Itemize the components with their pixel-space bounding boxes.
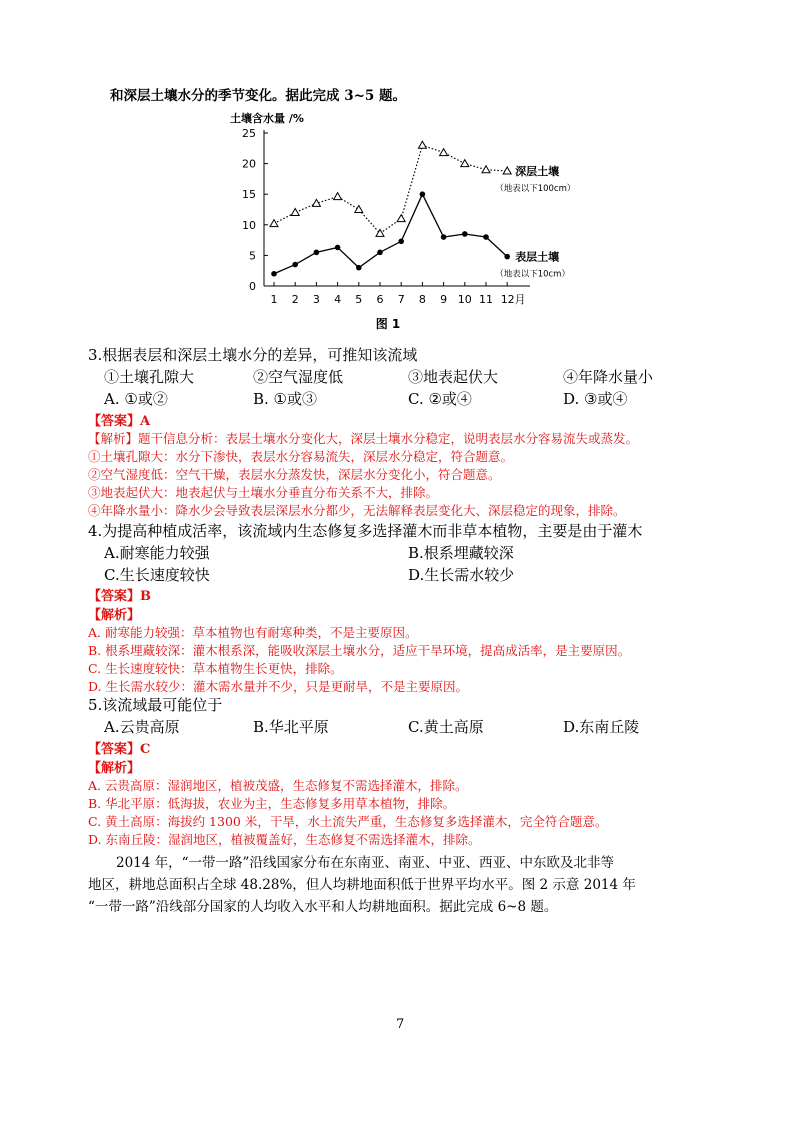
q5-analysis-line: B. 华北平原：低海拔，农业为主，生态修复多用草本植物，排除。 (88, 796, 456, 811)
q5-option-d: D.东南丘陵 (563, 718, 640, 736)
y-tick-label: 15 (242, 188, 256, 202)
q3-item-1: ①土壤孔隙大 (104, 368, 195, 386)
surface-soil-point (356, 265, 362, 271)
q3-item-3: ③地表起伏大 (408, 368, 499, 386)
q3-item-4: ④年降水量小 (563, 368, 654, 386)
q3-answer: 【答案】A (88, 414, 151, 429)
q3-analysis-line: ④年降水量小：降水少会导致表层深层水分都少，无法解释表层变化大、深层稳定的现象，排除。 (88, 503, 626, 518)
x-tick-label: 7 (397, 293, 405, 306)
x-tick-label: 5 (355, 293, 363, 306)
q3-analysis-line: ①土壤孔隙大：水分下渗快，表层水分容易流失，深层水分稳定，符合题意。 (88, 449, 514, 464)
y-tick-label: 20 (242, 157, 256, 171)
q5-analysis-line: D. 东南丘陵：湿润地区，植被覆盖好，生态修复不需选择灌木，排除。 (88, 832, 481, 847)
surface-soil-point (504, 254, 510, 260)
q5-answer: 【答案】C (88, 742, 151, 757)
legend-label: 深层土壤 (515, 164, 560, 178)
q4-analysis-line: D. 生长需水较少：灌木需水量并不少，只是更耐旱，不是主要原因。 (88, 679, 469, 694)
deep-soil-point (397, 215, 405, 222)
surface-soil-point (335, 245, 341, 251)
q5-option-a: A.云贵高原 (104, 718, 180, 736)
legend-note: （地表以下10cm） (495, 269, 570, 280)
chart-caption: 图 1 (375, 317, 401, 331)
deep-soil-point (355, 206, 363, 213)
q3-option-b: B. ①或③ (253, 390, 318, 408)
deep-soil-point (418, 141, 426, 148)
q4-analysis-head: 【解析】 (88, 608, 141, 623)
surface-soil-point (398, 239, 404, 245)
q5-analysis-line: C. 黄土高原：海拔约 1300 米，干旱，水土流失严重，生态修复多选择灌木，完全符合题意。 (88, 814, 608, 829)
x-tick-label: 6 (376, 293, 384, 306)
q3-stem: 3.根据表层和深层土壤水分的差异，可推知该流域 (88, 346, 418, 364)
x-tick-label: 3 (312, 293, 320, 306)
q4-option-c: C.生长速度较快 (104, 566, 210, 584)
chart-y-axis-label: 土壤含水量 /% (230, 112, 304, 125)
y-tick-label: 25 (242, 127, 256, 140)
legend-note: （地表以下100cm） (495, 183, 576, 194)
x-tick-label: 9 (440, 293, 448, 306)
y-tick-label: 0 (249, 280, 256, 293)
q5-analysis-head: 【解析】 (88, 761, 141, 776)
deep-soil-point (503, 167, 511, 174)
surface-soil-point (271, 271, 277, 277)
q4-option-d: D.生长需水较少 (408, 566, 515, 584)
q4-answer: 【答案】B (88, 589, 151, 604)
q4-stem: 4.为提高种植成活率，该流域内生态修复多选择灌木而非草本植物，主要是由于灌木 (88, 522, 643, 540)
q4-option-a: A.耐寒能力较强 (104, 544, 210, 562)
surface-soil-point (441, 234, 447, 240)
x-tick-label: 4 (334, 293, 342, 306)
soil-moisture-chart (200, 108, 600, 338)
q5-analysis-line: A. 云贵高原：湿润地区，植被茂盛，生态修复不需选择灌木，排除。 (88, 778, 468, 793)
paragraph-line-1: 2014 年，“一带一路”沿线国家分布在东南亚、南亚、中亚、西亚、中东欧及北非等 (116, 855, 614, 871)
x-tick-label: 11 (479, 293, 493, 306)
series-line-deep (274, 145, 507, 233)
intro-line: 和深层土壤水分的季节变化。据此完成 3~5 题。 (110, 88, 406, 104)
deep-soil-point (482, 166, 490, 173)
x-tick-label: 1 (270, 293, 278, 306)
q4-analysis-line: C. 生长速度较快：草本植物生长更快，排除。 (88, 661, 343, 676)
surface-soil-point (462, 231, 468, 237)
x-tick-label: 8 (418, 293, 426, 306)
deep-soil-point (270, 220, 278, 227)
page-number: 7 (396, 1017, 405, 1032)
q4-analysis-line: B. 根系埋藏较深：灌木根系深，能吸收深层土壤水分，适应干旱环境，提高成活率，是主要原因。 (88, 643, 631, 658)
surface-soil-point (377, 250, 383, 256)
y-tick-label: 10 (242, 218, 256, 232)
x-tick-label: 10 (457, 293, 472, 306)
q3-option-d: D. ③或④ (563, 390, 628, 408)
legend-label: 表层土壤 (515, 250, 560, 264)
q3-item-2: ②空气湿度低 (253, 368, 344, 386)
deep-soil-point (376, 229, 384, 236)
q4-analysis-line: A. 耐寒能力较强：草本植物也有耐寒种类，不是主要原因。 (88, 625, 418, 640)
y-tick-label: 5 (249, 249, 256, 263)
paragraph-line-2: 地区，耕地总面积占全球 48.28%，但人均耕地面积低于世界平均水平。图 2 示意 2014 年 (88, 877, 636, 893)
q5-option-c: C.黄土高原 (408, 718, 484, 736)
q4-option-b: B.根系埋藏较深 (408, 544, 514, 562)
q5-stem: 5.该流域最可能位于 (88, 696, 223, 714)
deep-soil-point (440, 149, 448, 156)
surface-soil-point (420, 191, 426, 197)
q3-analysis-line: ②空气湿度低：空气干燥，表层水分蒸发快，深层水分变化小，符合题意。 (88, 467, 501, 482)
deep-soil-point (334, 193, 342, 200)
deep-soil-point (291, 209, 299, 216)
q3-analysis-line: ③地表起伏大：地表起伏与土壤水分垂直分布关系不大，排除。 (88, 485, 439, 500)
x-tick-label: 2 (291, 293, 299, 306)
paragraph-line-3: “一带一路”沿线部分国家的人均收入水平和人均耕地面积。据此完成 6~8 题。 (88, 899, 558, 915)
deep-soil-point (461, 160, 469, 167)
q3-option-c: C. ②或④ (408, 390, 472, 408)
surface-soil-point (483, 234, 489, 240)
q3-analysis-line: 【解析】题干信息分析：表层土壤水分变化大，深层土壤水分稳定，说明表层水分容易流失或蒸发。 (88, 431, 639, 446)
surface-soil-point (292, 262, 298, 268)
q5-option-b: B.华北平原 (253, 718, 329, 736)
x-tick-label: 12月 (500, 293, 526, 306)
q3-option-a: A. ①或② (104, 390, 168, 408)
surface-soil-point (314, 250, 320, 256)
